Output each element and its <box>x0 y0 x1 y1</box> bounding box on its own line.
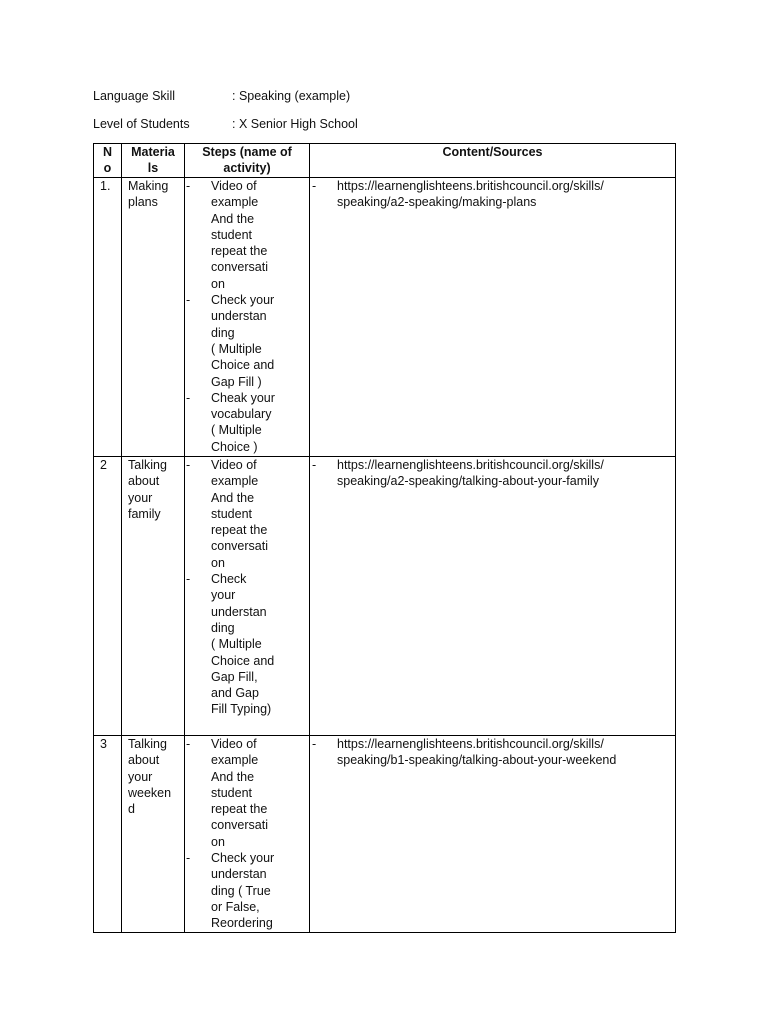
row-number: 3 <box>94 736 122 933</box>
table-row <box>94 457 676 736</box>
table-row <box>94 178 676 457</box>
level-of-students-value: : X Senior High School <box>232 117 358 131</box>
step-item: - Check your understan ding ( True or False, Reordering <box>186 850 305 931</box>
row-steps <box>185 736 310 933</box>
step-item: - Check your understan ding ( Multiple Choice and Gap Fill ) <box>186 292 305 390</box>
language-skill-label: Language Skill <box>93 89 176 103</box>
step-item: - Cheak your vocabulary ( Multiple Choice ) <box>186 390 305 455</box>
source-link[interactable]: - https://learnenglishteens.britishcouncil.org/skills/ speaking/b1-speaking/talking-about-your-weekend <box>312 736 671 769</box>
header-steps: Steps (name of activity) <box>185 144 310 178</box>
lesson-plan-table <box>93 143 676 933</box>
row-steps <box>185 178 310 457</box>
header-materials: Materia ls <box>122 144 185 178</box>
language-skill-value: : Speaking (example) <box>232 89 351 103</box>
row-material: Talking about your weeken d <box>122 736 185 933</box>
step-item: - Check your understan ding ( Multiple Choice and Gap Fill, and Gap Fill Typing) <box>186 571 305 718</box>
level-of-students-row <box>93 116 358 132</box>
step-item: - Video of example And the student repeat the conversati on <box>186 457 305 571</box>
row-number: 1. <box>94 178 122 457</box>
row-steps <box>185 457 310 736</box>
row-source <box>310 178 676 457</box>
level-of-students-label: Level of Students <box>93 117 190 131</box>
row-source <box>310 457 676 736</box>
language-skill-row <box>93 88 350 104</box>
source-link[interactable]: - https://learnenglishteens.britishcouncil.org/skills/ speaking/a2-speaking/making-plans <box>312 178 671 211</box>
row-material: Talking about your family <box>122 457 185 736</box>
table-header-row <box>94 144 676 178</box>
row-source <box>310 736 676 933</box>
row-number: 2 <box>94 457 122 736</box>
source-link[interactable]: - https://learnenglishteens.britishcouncil.org/skills/ speaking/a2-speaking/talking-about-your-family <box>312 457 671 490</box>
step-item: - Video of example And the student repeat the conversati on <box>186 178 305 292</box>
table-row <box>94 736 676 933</box>
header-content-sources: Content/Sources <box>310 144 676 178</box>
row-material: Making plans <box>122 178 185 457</box>
header-no: N o <box>94 144 122 178</box>
step-item: - Video of example And the student repeat the conversati on <box>186 736 305 850</box>
